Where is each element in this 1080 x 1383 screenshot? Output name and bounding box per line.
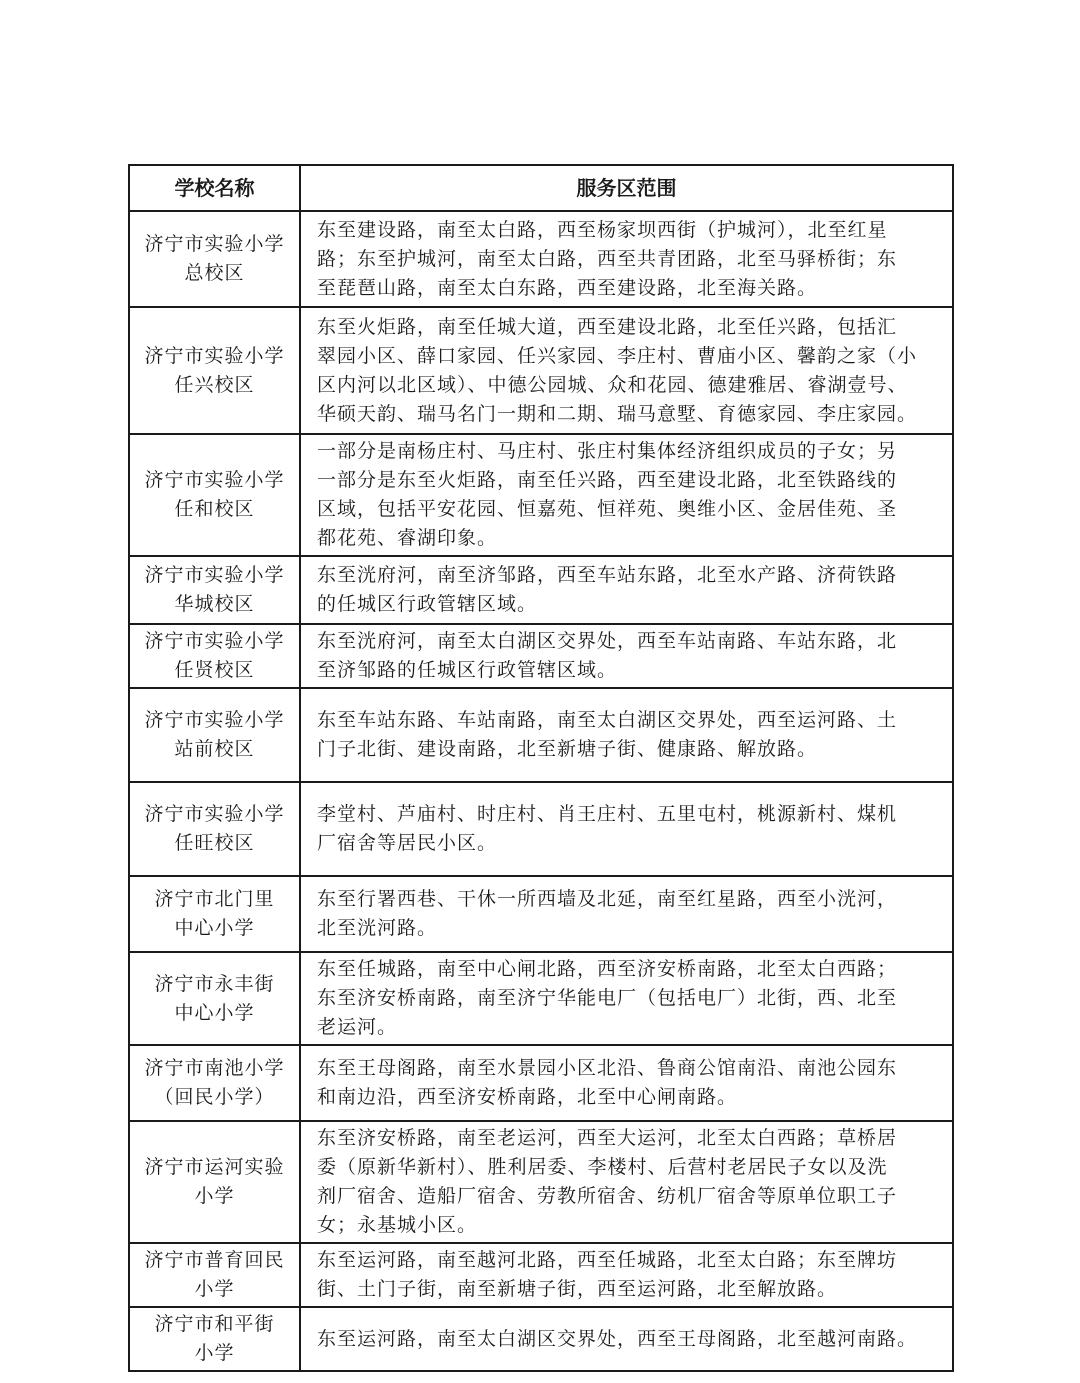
table-header-row — [129, 165, 953, 211]
service-range-line: 的任城区行政管辖区域。 — [317, 593, 538, 615]
service-range-line: 东至行署西巷、干休一所西墙及北延，南至红星路，西至小洸河， — [317, 888, 898, 910]
table-row — [129, 556, 953, 624]
service-range-line: 女；永基城小区。 — [317, 1214, 478, 1236]
school-name-line: 济宁市南池小学 — [144, 1057, 285, 1079]
table-row — [129, 1121, 953, 1243]
table-row — [129, 1045, 953, 1121]
service-range-line: 街、土门子街，南至新塘子街，西至运河路，北至解放路。 — [317, 1278, 838, 1300]
service-range-line: 区内河以北区域）、中德公园城、众和花园、德建雅居、睿湖壹号、 — [317, 373, 908, 396]
service-range-line: 东至洸府河，南至太白湖区交界处，西至车站南路、车站东路，北 — [317, 630, 898, 652]
service-range-cell — [300, 624, 953, 688]
school-name-line: 华城校区 — [174, 593, 255, 615]
school-name-line: 济宁市实验小学 — [144, 344, 285, 367]
school-name-cell — [129, 1121, 300, 1243]
service-range-cell — [300, 876, 953, 952]
school-name-line: 济宁市和平街 — [154, 1313, 275, 1335]
service-range-cell — [300, 952, 953, 1045]
service-range-cell — [300, 688, 953, 782]
service-range-line: 至琵琶山路，南至太白东路，西至建设路，北至海关路。 — [317, 276, 818, 299]
school-name-line: 中心小学 — [174, 1001, 255, 1024]
service-range-line: 东至王母阁路，南至水景园小区北沿、鲁商公馆南沿、南池公园东 — [317, 1057, 898, 1079]
school-name-cell — [129, 688, 300, 782]
school-name-cell — [129, 211, 300, 307]
service-range-line: 华硕天韵、瑞马名门一期和二期、瑞马意墅、育德家园、李庄家园。 — [317, 402, 918, 425]
school-name-line: 任贤校区 — [174, 659, 255, 681]
table-row — [129, 624, 953, 688]
table-row — [129, 1243, 953, 1307]
service-range-line: 东至济安桥南路，南至济宁华能电厂（包括电厂）北街，西、北至 — [317, 987, 898, 1009]
service-range-line: 东至运河路，南至越河北路，西至任城路，北至太白路；东至牌坊 — [317, 1249, 898, 1271]
service-range-line: 老运河。 — [317, 1016, 398, 1038]
service-range-line: 路；东至护城河，南至太白路，西至共青团路，北至马驿桥街；东 — [317, 247, 898, 270]
service-range-line: 东至车站东路、车站南路，南至太白湖区交界处，西至运河路、土 — [317, 709, 898, 731]
service-range-cell — [300, 1121, 953, 1243]
table-row — [129, 307, 953, 434]
service-range-cell — [300, 1243, 953, 1307]
school-name-line: 任兴校区 — [174, 373, 255, 396]
service-range-line: 一部分是南杨庄村、马庄村、张庄村集体经济组织成员的子女；另 — [317, 440, 898, 462]
school-name-line: 济宁市实验小学 — [144, 709, 285, 731]
service-range-line: 东至火炬路，南至任城大道，西至建设北路，北至任兴路，包括汇 — [317, 315, 898, 338]
table-row — [129, 434, 953, 556]
service-range-line: 至济邹路的任城区行政管辖区域。 — [317, 659, 618, 681]
school-name-line: 小学 — [194, 1185, 235, 1207]
service-range-cell — [300, 307, 953, 434]
service-range-line: 区域，包括平安花园、恒嘉苑、恒祥苑、奥维小区、金居佳苑、圣 — [317, 498, 898, 520]
service-range-cell — [300, 211, 953, 307]
table-row — [129, 952, 953, 1045]
service-range-line: 李堂村、芦庙村、时庄村、肖王庄村、五里屯村，桃源新村、煤机 — [317, 803, 898, 825]
service-range-line: 门子北街、建设南路，北至新塘子街、健康路、解放路。 — [317, 738, 818, 760]
school-name-line: 济宁市运河实验 — [144, 1156, 285, 1178]
header-school-name: 学校名称 — [129, 165, 300, 211]
service-range-line: 剂厂宿舍、造船厂宿舍、劳教所宿舍、纺机厂宿舍等原单位职工子 — [317, 1185, 898, 1207]
school-name-cell — [129, 556, 300, 624]
table-row — [129, 211, 953, 307]
service-range-cell — [300, 434, 953, 556]
service-range-line: 都花苑、睿湖印象。 — [317, 527, 498, 549]
table-row — [129, 876, 953, 952]
school-name-line: 任旺校区 — [174, 832, 255, 854]
school-name-cell — [129, 624, 300, 688]
school-name-cell — [129, 1307, 300, 1371]
school-name-cell — [129, 952, 300, 1045]
school-name-cell — [129, 434, 300, 556]
service-range-cell — [300, 782, 953, 876]
table-row — [129, 688, 953, 782]
school-name-line: 济宁市实验小学 — [144, 630, 285, 652]
school-name-line: 济宁市实验小学 — [144, 233, 285, 255]
school-name-line: 任和校区 — [174, 498, 255, 520]
service-area-table — [128, 164, 954, 1372]
table-row — [129, 1307, 953, 1371]
table-row — [129, 782, 953, 876]
service-range-line: 翠园小区、薛口家园、任兴家园、李庄村、曹庙小区、馨韵之家（小 — [317, 344, 918, 367]
header-service-range: 服务区范围 — [300, 165, 953, 211]
service-range-line: 和南边沿，西至济安桥南路，北至中心闸南路。 — [317, 1086, 738, 1108]
table-body — [129, 211, 953, 1371]
service-range-line: 委（原新华新村）、胜利居委、李楼村、后营村老居民子女以及洗 — [317, 1156, 888, 1178]
school-name-cell — [129, 1045, 300, 1121]
school-name-cell — [129, 782, 300, 876]
service-range-line: 东至运河路，南至太白湖区交界处，西至王母阁路，北至越河南路。 — [317, 1327, 918, 1350]
service-range-cell — [300, 556, 953, 624]
school-name-line: 小学 — [194, 1278, 235, 1300]
school-name-cell — [129, 1243, 300, 1307]
school-name-line: 站前校区 — [174, 738, 255, 760]
school-name-line: 济宁市实验小学 — [144, 469, 285, 491]
school-name-line: 济宁市实验小学 — [144, 564, 285, 586]
service-range-line: 一部分是东至火炬路，南至任兴路，西至建设北路，北至铁路线的 — [317, 469, 898, 491]
service-range-line: 厂宿舍等居民小区。 — [317, 832, 498, 854]
service-range-line: 东至任城路，南至中心闸北路，西至济安桥南路，北至太白西路； — [317, 958, 898, 980]
service-range-cell — [300, 1045, 953, 1121]
service-range-line: 东至建设路，南至太白路，西至杨家坝西街（护城河），北至红星 — [317, 218, 888, 241]
service-range-line: 东至洸府河，南至济邹路，西至车站东路，北至水产路、济荷铁路 — [317, 564, 898, 586]
school-name-line: 济宁市北门里 — [154, 888, 275, 910]
service-range-cell — [300, 1307, 953, 1371]
service-range-line: 东至济安桥路，南至老运河，西至大运河，北至太白西路；草桥居 — [317, 1127, 898, 1149]
school-name-line: 济宁市永丰街 — [154, 972, 275, 995]
service-range-line: 北至洸河路。 — [317, 917, 438, 939]
school-name-line: 中心小学 — [174, 917, 255, 939]
school-name-line: 总校区 — [184, 262, 245, 284]
school-name-line: 小学 — [194, 1342, 235, 1364]
school-name-line: 济宁市实验小学 — [144, 803, 285, 825]
school-name-line: 济宁市普育回民 — [144, 1249, 285, 1271]
school-name-line: （回民小学） — [154, 1086, 275, 1108]
school-name-cell — [129, 307, 300, 434]
school-name-cell — [129, 876, 300, 952]
